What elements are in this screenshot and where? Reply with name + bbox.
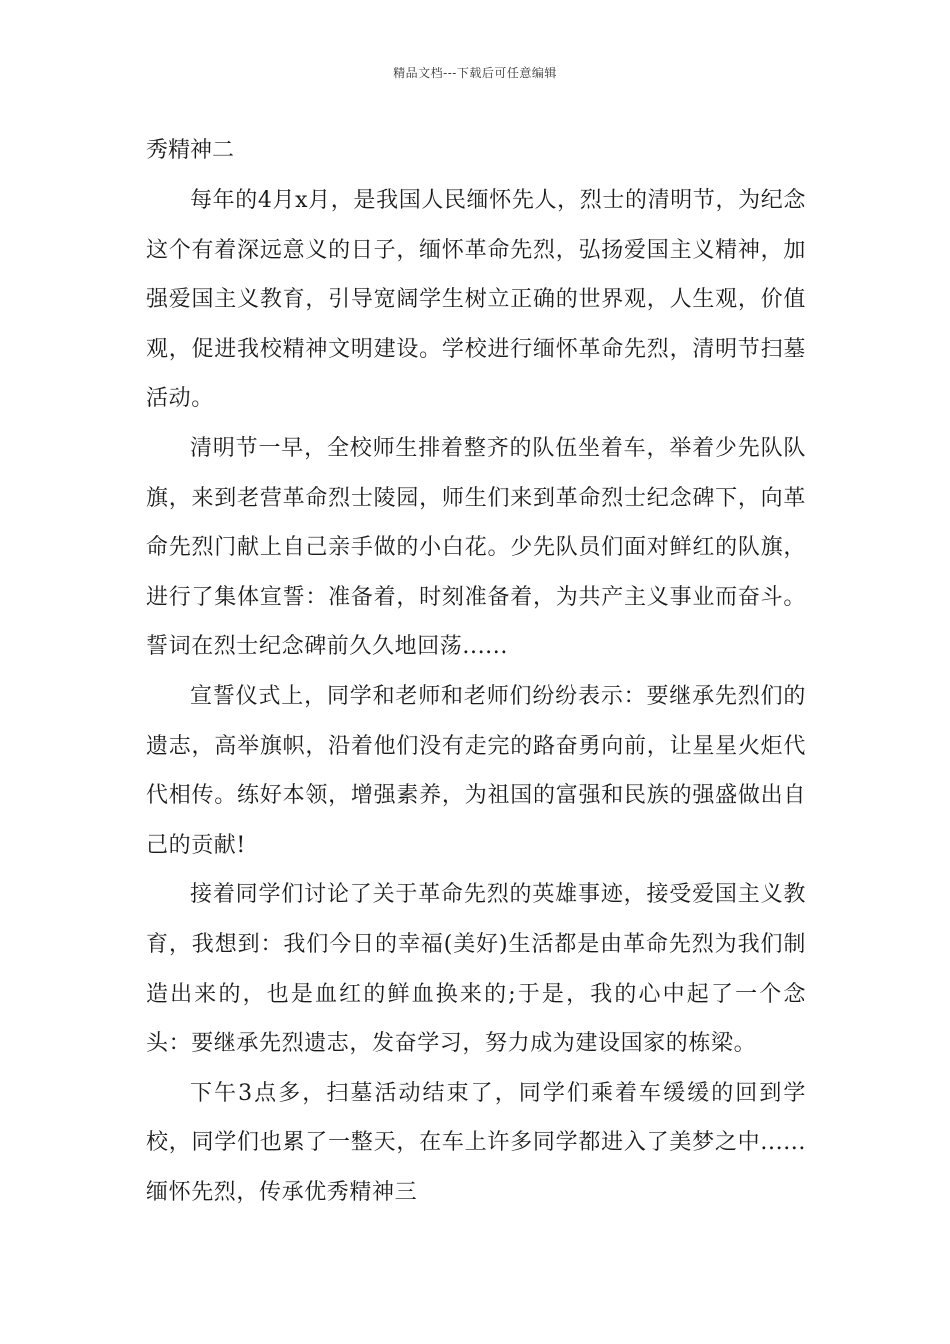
section-title-fragment: 秀精神二 [146,138,235,163]
document-body [146,126,806,1217]
paragraph-1: 每年的4月x月，是我国人民缅怀先人，烈士的清明节，为纪念这个有着深远意义的日子，缅怀革命先烈，弘扬爱国主义精神，加强爱国主义教育，引导宽阔学生树立正确的世界观，人生观，价值观，促进我校精神文明建设。学校进行缅怀革命先烈，清明节扫墓活动。 [146,188,806,412]
paragraph-4: 接着同学们讨论了关于革命先烈的英雄事迹，接受爱国主义教育，我想到：我们今日的幸福(美好)生活都是由革命先烈为我们制造出来的，也是血红的鲜血换来的;于是，我的心中起了一个念头：要继承先烈遗志，发奋学习，努力成为建设国家的栋梁。 [146,882,806,1057]
paragraph-5: 下午3点多，扫墓活动结束了，同学们乘着车缓缓的回到学校，同学们也累了一整天，在车上许多同学都进入了美梦之中......缅怀先烈，传承优秀精神三 [146,1080,806,1205]
page-header: 精品文档---下载后可任意编辑 [393,66,557,80]
paragraph-2: 清明节一早，全校师生排着整齐的队伍坐着车，举着少先队队旗，来到老营革命烈士陵园，师生们来到革命烈士纪念碑下，向革命先烈门献上自己亲手做的小白花。少先队员们面对鲜红的队旗，进行了集体宣誓：准备着，时刻准备着，为共产主义事业而奋斗。誓词在烈士纪念碑前久久地回荡...... [146,435,806,660]
paragraph-3: 宣誓仪式上，同学和老师和老师们纷纷表示：要继承先烈们的遗志，高举旗帜，沿着他们没有走完的路奋勇向前，让星星火炬代代相传。练好本领，增强素养，为祖国的富强和民族的强盛做出自己的贡献! [146,683,806,858]
